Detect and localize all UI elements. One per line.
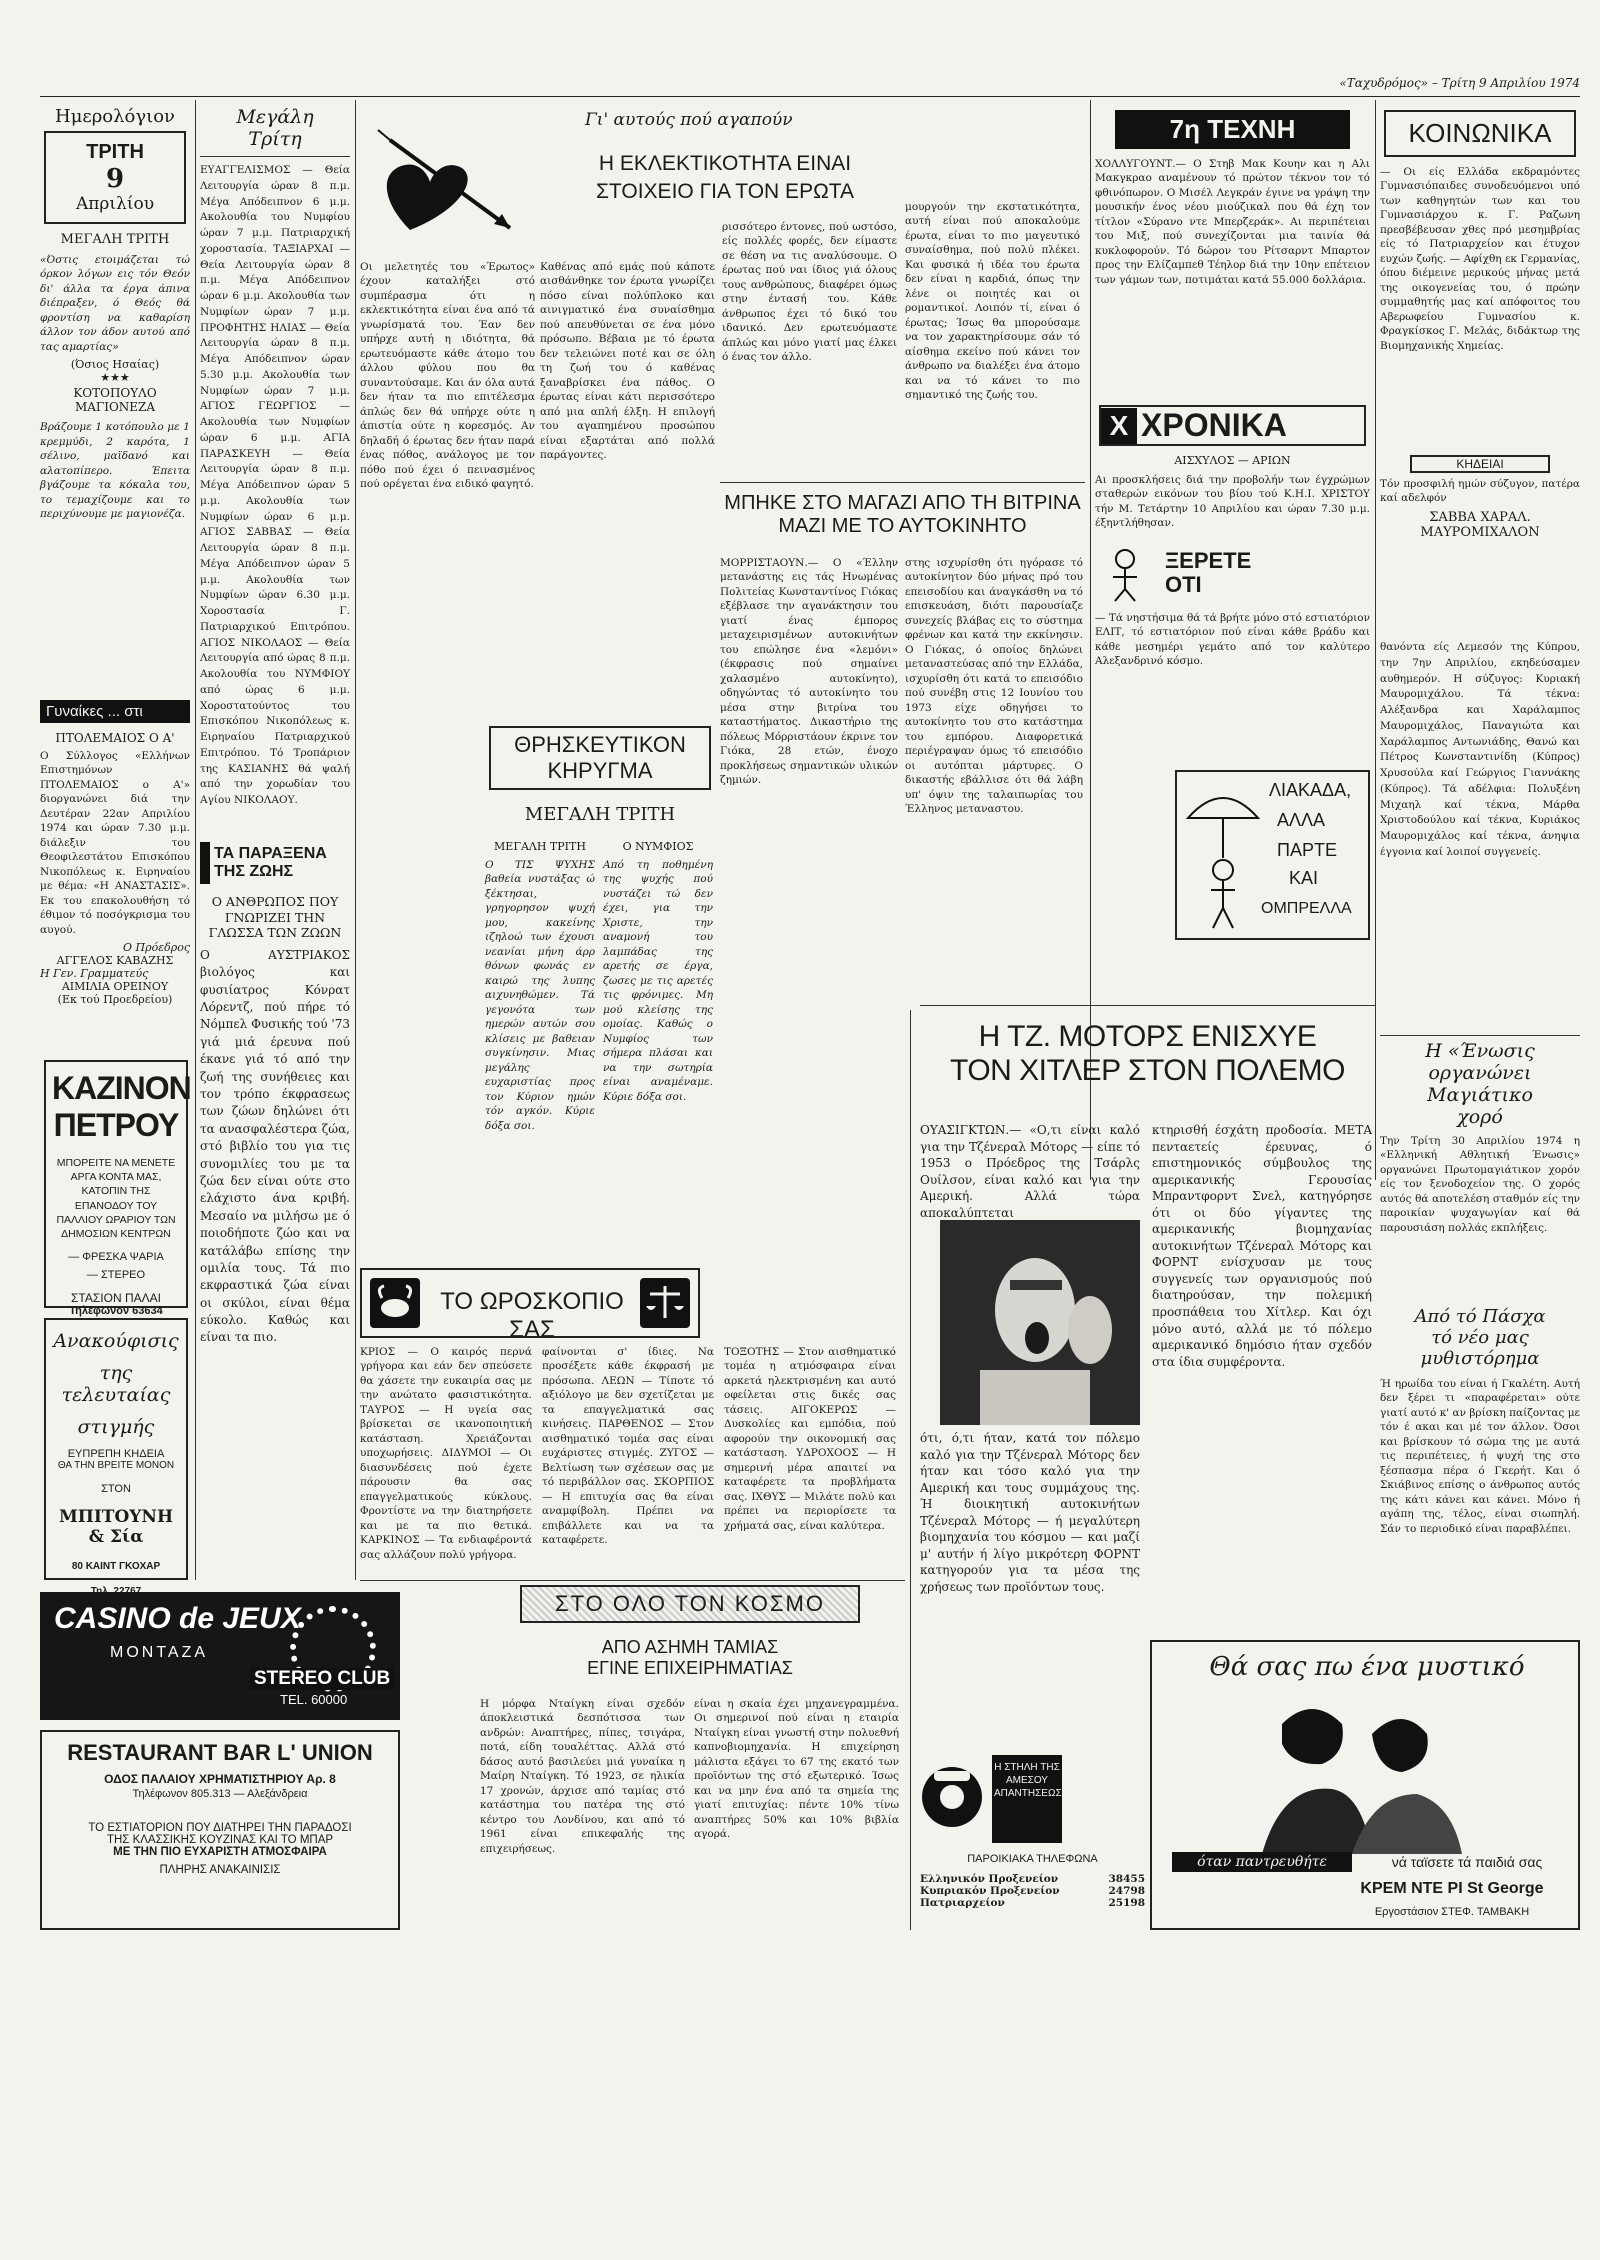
phones-row: [920, 1897, 1145, 1909]
recipe-title: ΚΟΤΟΠΟΥΛΟ ΜΑΓΙΟΝΕΖΑ: [73, 386, 157, 415]
umbrella-l3: ΠΑΡΤΕ: [1277, 840, 1338, 860]
car-col1: ΜΟΡΡΙΣΤΑΟΥΝ.— Ο «Έλλην μετανάστης εις τάς Ηνωμένας Πολιτείας Κωνσταντίνος Γιόκας εξέβλασε την αγανάκτησιν του γιατί ένας έμπορος μεταχειρισμένων αυτοκινήτων του επώλησε ένα «λεμόνι» (έκφρασις πού σημαίνει χαλασμένο αυτοκίνητο), οδηγώντας τό αυτοκίνητο του μέσα στην βιτρίνα του καταστήματος. Δικαστήριο της πόλεως Μόρριστάουν έκρινε τον Γιόκα, 28 ετών, ένοχο προκλήσεως σημαντικών υλικών ζημιών.: [720, 557, 898, 787]
couple-drawing: [1222, 1694, 1482, 1854]
calendar-month: Απριλίου: [75, 194, 155, 214]
restaurant-t4: ΠΛΗΡΗΣ ΑΝΑΚΑΙΝΙΣΙΣ: [159, 1864, 281, 1876]
masthead: [1250, 76, 1580, 96]
deaths-body-section: [1380, 640, 1580, 1070]
love-headline2: ΣΤΟΙΧΕΙΟ ΓΙΑ ΤΟΝ ΕΡΩΤΑ: [595, 180, 855, 203]
novel-l2: τό νέο μας: [1431, 1327, 1529, 1348]
womens-club-title: ΠΤΟΛΕΜΑΙΟΣ Ο Α': [55, 731, 175, 745]
car-headline2: ΜΑΖΙ ΜΕ ΤΟ ΑΥΤΟΚΙΝΗΤΟ: [778, 515, 1027, 537]
restaurant-ad: [40, 1730, 400, 1930]
restaurant-t2: ΤΗΣ ΚΛΑΣΣΙΚΗΣ ΚΟΥΖΙΝΑΣ ΚΑΙ ΤΟ ΜΠΑΡ: [106, 1834, 334, 1846]
koinonika-section: [1380, 100, 1580, 640]
funeral-l8: 80 ΚΑΙΝΤ ΓΚΟΧΑΡ: [71, 1561, 161, 1572]
casino-jeux-title: CASINO de JEUX: [54, 1602, 301, 1635]
masthead-text: «Ταχυδρόμος» – Τρίτη 9 Απριλίου 1974: [1339, 76, 1580, 90]
phones-row-num: 38455: [1108, 1873, 1145, 1885]
world-section: [480, 1585, 900, 1895]
casino-jeux-tel: TEL. 60000: [280, 1692, 348, 1707]
phones-row-num: 25198: [1108, 1897, 1145, 1909]
motors-col1: ΟΥΑΣΙΓΚΤΩΝ.— «Ο,τι είναι καλό για την Τζένεραλ Μότορς — είπε τό 1953 ο Πρόεδρος της Τσάρλς Ουίλσον, είναι καλό και για την Αμερική. Αλλά τώρα αποκαλύπτεται: [920, 1123, 1140, 1220]
sermon-col1: Ο ΤΙΣ ΨΥΧΗΣ βαθεία νυστάξας ώ ξέκτησαι, γρηγορησον ψυχή μου, κακείνης ιζηλοώ των έχουσι νεανίαι μήνη άρρ θόνων φωνάς εν καιρώ της λυπης αιχυνηθώμεν. Τά γεγονότα των ημερών αυτών σου κλίσεις με βαθειαν συγκίνησιν. Μιας μεγάλης ευχαριστίας προς τον Κύριον ημών τόν αγκόν. Κύριε δόξα σοι.: [485, 859, 595, 1132]
telephone-icon: [920, 1765, 984, 1829]
casino-jeux-club: STEREO CLUB: [250, 1668, 394, 1690]
calendar-quote-author: (Όσιος Ησαίας): [70, 358, 160, 372]
calendar-day: ΤΡΙΤΗ: [86, 141, 144, 163]
casino-petrou-place: ΣΤΑΣΙΟΝ ΠΑΛΑΙ: [71, 1291, 161, 1306]
calendar-date-box: [44, 131, 186, 224]
art-section: [1095, 100, 1370, 400]
umbrella-figure-icon: [1183, 778, 1263, 934]
womens-club-section: [40, 700, 190, 1120]
casino-petrou-item1: — ΦΡΕΣΚΑ ΨΑΡΙΑ: [68, 1251, 164, 1264]
oddities-text: Ο ΑΥΣΤΡΙΑΚΟΣ βιολόγος και φυσιίατρος Κόνρατ Λόρεντζ, πού πήρε τό Νόμπελ Φυσικής τού '73 γιά μιά έρευνα πού έκανε γιά τό από την ζωή της συνήθειες και τον τρόπο έκφρασεως των ζώων δηλώνει ότι τα ανασφαλέστερα ζώα, στό βιβλίο του για τις συνομιλίες του με τα ζώα δεν είναι ούτε στο ελάχιστο άνα κριβή. Μεσαίο να μιλήσω με ό ποιοδήποτε ζώο και να κατάλάβω επίσης την ομιλία τους. Τά πιο εκφραστικά ζώα είναι οι σκύλοι, είναι θέμα εύκολο. Καθώς και είναι τα πιο.: [200, 947, 350, 1345]
funeral-l6: ΣΤΟΝ: [101, 1483, 131, 1495]
koinonika-banner: ΚΟΙΝΩΝΙΚΑ: [1384, 110, 1576, 157]
restaurant-title: RESTAURANT BAR L' UNION: [67, 1740, 373, 1765]
phones-row: [920, 1873, 1145, 1885]
love-col4: μουργούν την εκστατικότητα, αυτή είναι πού αποκαλούμε έρωτα, είναι το πιο μαγευτικό συναίσθημα, πού πολύ πλέκει. Και φυσικά ή ιδέα του έρωτα δεν είναι η καρδιά, όπως την λένε οι ποιητές και οι ρομαντικοί. Λοιπόν τί, είναι ό έρωτας; Ίσως θα μπορούσαμε να τον χαρακτηρίσουμε σάν τό αίσθημα εκείνο πού κάνει τον άνθρωπο να διαλέξει ένα άτομο και να τό κάνει το πιο σημαντικό της ζωής του.: [905, 201, 1080, 402]
enosis-l4: χορό: [1457, 1106, 1503, 1128]
enosis-l3: Μαγιάτικο: [1427, 1084, 1533, 1106]
calendar-stars: ★★★: [100, 371, 130, 385]
love-col3: ρισσότερο έντονες, πού ωστόσο, είς πολλές φορές, δεν είμαστε σε θέση να τις αναλύσουμε. Ο έρωτας πού ναι ίδιος γιά όλους τους ανθρώπους, διαφέρει όμως στην έντασή του. Κάθε άνθρωπος έχει τό δικό του ιδανικό. Δεν ερωτευόμαστε άπλώς και μόνο γιατί μας έλκει ό ένας τον άλλο.: [722, 221, 897, 364]
car-headline1: ΜΠΗΚΕ ΣΤΟ ΜΑΓΑΖΙ ΑΠΟ ΤΗ ΒΙΤΡΙΝΑ: [724, 492, 1081, 514]
world-col1: Η μόρφα Νταίγκη είναι σχεδόν άποκλειστικά δεσπότισσα των ανδρών: Αναπτήρες, πίπες, τσιγάρα, ποτά, είδη τουαλέττας. Αλλά στό δάσος αυτό βασιλεύει μιά γυναίκα η Μαίρη Νταίγκη. Τό 1923, σε ηλικία 17 χρονών, άρχισε από ταμίας στό κατάστημα του πατέρα της στό κέντρο του Λονδίνου, και από τό 1961 είναι επικεφαλής της επιχειρήσεως.: [480, 1698, 685, 1855]
womens-club-sig2-name: ΑΙΜΙΛΙΑ ΟΡΕΙΝΟΥ: [61, 980, 169, 994]
deaths-title: ΚΗΔΕΙΑΙ: [1410, 455, 1550, 473]
womens-club-sig2-role: Η Γεν. Γραμματεύς: [40, 967, 149, 981]
novel-section: [1380, 1300, 1580, 1600]
oddities-section: [200, 842, 350, 1572]
car-col2: στης ισχυρίσθη ότι ηγόρασε τό αυτοκίνητον δύο μήνας πρό του επεισοδίου και άναγκάσθη να τό επισκευάση, διότι παρουσίαζε συνεχείς βλάβας εις το σύστημα φρένων και κατά την εκκίνησιν. Ο Γιόκας, ό οποίος δηλώνει μεταναστεύσας από την Ελλάδα, ισχυρίσθη ότι κατά το επεισόδιο πού συνέβη στις 12 Ιουνίου του 1973 είχε οδηγήσει το αυτοκίνητο του στο κατάστημα του εμπόρου. Διαφορετικά περιέγραψαν όμως τό επεισόδιο οι αυτόπται μάρτυρες. Ο δικαστής εβάλλισε ότι θά λάβη υπ' όψιν της ταλαιπωρίας του Έλληνος μεταναστου.: [905, 557, 1083, 816]
casino-petrou-name1: ΚΑΖΙΝΟΝ: [52, 1070, 191, 1106]
chronika-sub: ΑΙΣΧΥΛΟΣ — ΑΡΙΩΝ: [1174, 454, 1291, 467]
sermon-columns: [485, 840, 715, 1280]
oddities-banner: [200, 842, 350, 884]
casino-petrou-item2: — ΣΤΕΡΕΟ: [86, 1269, 146, 1282]
motors-article: [920, 1010, 1375, 1630]
umbrella-ad: [1175, 770, 1370, 940]
novel-l1: Από τό Πάσχα: [1414, 1306, 1546, 1327]
st-george-ad: [1150, 1640, 1580, 1930]
restaurant-addr: ΟΔΟΣ ΠΑΛΑΙΟΥ ΧΡΗΜΑΤΙΣΤΗΡΙΟΥ Αρ. 8: [104, 1772, 336, 1786]
calendar-section: [40, 100, 190, 700]
love-col2: Καθένας από εμάς πού κάποτε αισθάνθηκε τον έρωτα γνωρίζει πόσο είναι πολύπλοκο και αινιγματικό ένα συναίσθημα πού απευθύνεται σε ένα μόνο πρόσωπο. Βέβαια με τό έρωτα δεν τελειώνει ποτέ και σε όλη τη ζωή του ό καθένας ξαναβρίσκει ένα πάθος. Ο έρωτας είναι κάτι περισσότερο από μια απλή έλξη. Η επιλογή του αγαπημένου προσώπου είναι εξαρτάται από πολλά παράγοντες.: [540, 261, 715, 462]
horoscope-col2: φαίνονται σ' ίδιες. Να προσέξετε κάθε έκφρασή με πρόσωπα. ΛΕΩΝ — Τίποτε τό αξιόλογο με δεν σχετίζεται με τα επαγγελματικά σας κινήσεις. ΠΑΡΘΕΝΟΣ — Στον αισθηματικό τομέα σας είναι ευχάριστες στιγμές. ΖΥΓΟΣ — Βελτίωση των σχέσεων σας με τό περιβάλλον σας. ΣΚΟΡΠΙΟΣ — Η επιτυχία σας θα είναι αναμφίβολη. Πρέπει να επιβάλλετε και να τα καταφέρετε.: [542, 1346, 714, 1547]
xerete-figure-icon: [1105, 547, 1145, 603]
funeral-l2: της τελευταίας: [61, 1362, 171, 1406]
heart-arrow-icon: [370, 120, 520, 250]
enosis-text: Την Τρίτη 30 Απριλίου 1974 η «Ελληνική Αθλητική Ένωσις» οργανώνει Πρωτομαγιάτικον χορόν είς τον ξενοδοχείον της. Ο χορός αυτός θά αποτελέση σταθμόν είς την παροικίαν ψυχαγωγίαν καί θά παρουσιάση πολλάς εκπλήξεις.: [1380, 1135, 1580, 1234]
phones-section: [920, 1755, 1145, 1930]
hitler-photo: [940, 1220, 1140, 1425]
love-kicker: Γι' αυτούς πού αγαπούν: [585, 110, 793, 130]
calendar-heading: Ημερολόγιον: [55, 106, 175, 127]
casino-petrou-text: ΜΠΟΡΕΙΤΕ ΝΑ ΜΕΝΕΤΕ ΑΡΓΑ ΚΟΝΤΑ ΜΑΣ, ΚΑΤΟΠΙΝ ΤΗΣ ΕΠΑΝΟΔΟΥ ΤΟΥ ΠΑΛΛΙΟΥ ΩΡΑΡΙΟΥ ΤΩΝ ΔΗΜΟΣΙΩΝ ΚΕΝΤΡΩΝ: [56, 1157, 176, 1240]
horoscope-col3: ΤΟΞΟΤΗΣ — Στον αισθηματικό τομέα η ατμόσφαιρα είναι αρκετά ηλεκτρισμένη και αυτό οφείλεται στις δικές σας τάσεις. ΑΙΓΟΚΕΡΩΣ — Δυσκολίες και εμπόδια, πού αφορούν την οικονομική σας κατάσταση. ΥΔΡΟΧΟΟΣ — Η σημερινή μέρα απαιτεί να καταφέρετε τα προβλήματα σας. ΙΧΘΥΣ — Μιλάτε πολύ και πρέπει να περιορίσετε τα χρήματά σας, είναι καλύτερα.: [724, 1346, 896, 1532]
holy-week-title2: Τρίτη: [248, 128, 302, 150]
mystery-line4: Εργοστάσιον ΣΤΕΦ. ΤΑΜΒΑΚΗ: [1374, 1906, 1530, 1918]
casino-petrou-name2: ΠΕΤΡΟΥ: [53, 1107, 179, 1143]
casino-petrou-phone: Τηλέφωνον 63634: [69, 1305, 163, 1318]
oddities-headline: Ο ΑΝΘΡΩΠΟΣ ΠΟΥ ΓΝΩΡΙΖΕΙ ΤΗΝ ΓΛΩΣΣΑ ΤΩΝ ΖΩΩΝ: [208, 894, 342, 941]
sermon-sub2: Ο ΝΥΜΦΙΟΣ: [622, 840, 694, 853]
restaurant-tel: Τηλέφωνον 805.313 — Αλεξάνδρεια: [132, 1788, 308, 1800]
motors-headline2: ΤΟΝ ΧΙΤΛΕΡ ΣΤΟΝ ΠΟΛΕΜΟ: [950, 1054, 1345, 1087]
funeral-l1: Ανακούφισις: [53, 1330, 179, 1352]
motors-col3: ότι, ό,τι ήταν, κατά τον πόλεμο καλό για την Τζένεραλ Μότορς δεν ήταν και τόσο καλό για την Αμερική και τους συμμάχους της. Ή διοικητική αυτοκινήτων Τζένεραλ Μότορς — ή μεγαλύτερη βιομηχανία του κόσμου — και μαζί μ' αυτήν ή λίγο μικρότερη ΦΟΡΝΤ κατηγορούν για τα μέσα της χρήσεως των προϊόντων τους.: [920, 1431, 1140, 1594]
sermon-col2: Από τη ποθημένη της ψυχής πού νυστάζει τώ δεν έχει, για την Χριστε, την αναμονή του λαμπάδας της αρετής σε έργα, ζωσες με τις αρετές τις φρόνιμες. Μη μού κλείσης της ομοίας. Καθώς ο Νυμφίος των σήμερα πλάσαι και να την σωτηρία είναι αναμέναμε. Κύριε δόξα σοι.: [603, 859, 713, 1103]
chronika-text: Αι προσκλήσεις διά την προβολήν των έγχρώμων σταθερών εικόνων του βίου τού Κ.Η.Ι. ΧΡΙΣΤΟΥ τήν Μ. Τετάρτην 10 Απριλίου και ώραν 7.30 μ.μ. έξηντλήθησαν.: [1095, 474, 1370, 530]
womens-club-sig1-name: ΑΓΓΕΛΟΣ ΚΑΒΑΖΗΣ: [56, 954, 174, 968]
xerete-title: ΞΕΡΕΤΕ ΟΤΙ: [1165, 547, 1252, 598]
world-banner: ΣΤΟ ΟΛΟ ΤΟΝ ΚΟΣΜΟ: [520, 1585, 860, 1623]
phones-row: [920, 1885, 1145, 1897]
mystery-title: Θά σας πω ένα μυστικό: [1209, 1652, 1525, 1682]
motors-headline1: Η ΤΖ. ΜΟΤΟΡΣ ΕΝΙΣΧΥΕ: [978, 1020, 1317, 1053]
love-headline1: Η ΕΚΛΕΚΤΙΚΟΤΗΤΑ ΕΙΝΑΙ: [598, 152, 852, 175]
sermon-banner: ΘΡΗΣΚΕΥΤΙΚΟΝ ΚΗΡΥΓΜΑ: [489, 726, 711, 790]
umbrella-l5: ΟΜΠΡΕΛΛΑ: [1261, 900, 1352, 917]
horoscope-title: ΤΟ ΩΡΟΣΚΟΠΙΟ ΣΑΣ: [440, 1288, 624, 1343]
restaurant-t3: ΜΕ ΤΗΝ ΠΙΟ ΕΥΧΑΡΙΣΤΗ ΑΤΜΟΣΦΑΙΡΑ: [113, 1846, 327, 1858]
sermon-sub1: ΜΕΓΑΛΗ ΤΡΙΤΗ: [494, 840, 586, 853]
holy-week-text: ΕΥΑΓΓΕΛΙΣΜΟΣ — Θεία Λειτουργία ώραν 8 π.μ. Μέγα Απόδειπνον 6 μ.μ. Ακολουθία του Νυμφίου ώραν 7 μ.μ. Πατριαρχική χοροστασία. ΤΑΞΙΑΡΧΑΙ — Θεία Λειτουργία ώραν 8 π.μ. Μέγα Απόδειπνον ώραν 6 μ.μ. Ακολουθία των Νυμφίων ώραν 7 μ.μ. ΠΡΟΦΗΤΗΣ ΗΛΙΑΣ — Θεία Λειτουργία ώραν 8 π.μ. Μέγα Απόδειπνον ώραν 5.30 μ.μ. Ακολουθία των Νυμφίων ώραν 7 μ.μ. ΑΓΙΟΣ ΓΕΩΡΓΙΟΣ — Ακολουθία των Νυμφίων ώραν 6 μ.μ. ΑΓΙΑ ΠΑΡΑΣΚΕΥΗ — Θεία Λειτουργία ώραν 8 π.μ. Μέγα Απόδειπνον ώραν 5 μ.μ. Ακολουθία των Νυμφίων ώραν 6 μ.μ. ΑΓΙΟΣ ΣΑΒΒΑΣ — Θεία Λειτουργία ώραν 8 π.μ. Μέγα Απόδειπνον ώραν 5 μ.μ. Ακολουθία των Νυμφίων ώραν 6.30 μ.μ. Χοροστασία Γ. Πατριαρχικού Επιτρόπου. ΑΓΙΟΣ ΝΙΚΟΛΑΟΣ — Θεία Λειτουργία από ώρας 8 π.μ. Ακολουθία του ΝΥΜΦΙΟΥ από ώρας 6 μ.μ. Χοροστατούντος του Επισκόπου Νικοπόλεως κ. Ειρηναίου Πατριαρχικού Επιτρόπου. Τό Τροπάριον της ΚΑΣΙΑΝΗΣ θά ψαλή από την χορωδίαν του Αγίου ΝΙΚΟΛΑΟΥ.: [200, 164, 350, 806]
art-banner: 7η ΤΕΧΝΗ: [1115, 110, 1350, 149]
love-col1: Οι μελετητές του «Έρωτος» έχουν καταλήξει στό συμπέρασμα ότι η εκλεκτικότητα είναι ένα από τά γνωρίσματά του. Έαν δεν υπήρχε αυτή η ιδιότητα, θά ερωτευόμαστε κάθε άτομο του άλλου φύλου που θα συναντούσαμε. Και άν όλα αυτά δεν ήταν τα πιο επιτέλεσμα άπλώς δεν θά υπήρχε ούτε η άπιστία ούτε η κορεσμός. Αν δηλαδή ό έρωτας δεν ήταν παρά ένας πόθος, ανάλογος με τον πόθο πού έχει ό πεινασμένος πού ορέγεται ένα ειδικό φαγητό.: [360, 261, 535, 491]
restaurant-t1: ΤΟ ΕΣΤΙΑΤΟΡΙΟΝ ΠΟΥ ΔΙΑΤΗΡΕΙ ΤΗΝ ΠΑΡΑΔΟΣΙ: [88, 1822, 352, 1834]
chronika-section: [1095, 405, 1370, 765]
enosis-l1: Η «Ένωσις: [1425, 1040, 1535, 1062]
horoscope-banner: [360, 1268, 700, 1343]
mystery-line2: νά ταϊσετε τά παιδιά σας: [1391, 1854, 1543, 1870]
womens-club-banner: Γυναίκες ... στι: [40, 700, 190, 723]
motors-col2: κτηρισθή έσχάτη προδοσία. ΜΕΤΑ πενταετείς έρευνας, ό επιστημονικός σύμβουλος της αμερικανικής Γερουσίας Μπραντφορντ Σνελ, κατηγόρησε ότι οι δύο γίγαντες της αμερικανικής βιομηχανίας αυτοκινήτων Τζένεραλ Μότορς και ΦΟΡΝΤ ενίσχυσαν με τους συγγενείς των οργανισμούς πού διατηρούσαν, την πολεμική προσπάθεια του Χίτλερ. Και όχι μόνο αυτό, αλλά με τό πόλεμο αμερικανικό δημόσιο ήταν σχεδόν στα ίδια συμφέροντα.: [1152, 1123, 1372, 1369]
mystery-line3: ΚΡΕΜ ΝΤΕ ΡΙ St George: [1360, 1880, 1544, 1897]
world-headline1: ΑΠΟ ΑΣΗΜΗ ΤΑΜΙΑΣ: [601, 1637, 779, 1657]
phones-row-num: 24798: [1108, 1885, 1145, 1897]
umbrella-l4: ΚΑΙ: [1289, 868, 1319, 888]
xerete-box: [1095, 541, 1370, 611]
phones-row-name: Πατριαρχείον: [920, 1897, 1005, 1909]
funeral-ad: [44, 1318, 188, 1580]
womens-club-text: Ο Σύλλογος «Ελλήνων Επιστημόνων ΠΤΟΛΕΜΑΙΟΣ ο Α'» διοργανώνει διά την Δευτέραν 22αν Απριλίου 1974 και ώραν 7.30 μ.μ. διάλεξιν του Θεοφιλεστάτου Επισκόπου Νικοπόλεως κ. Ειρηναίου με θέμα: «Η ΑΝΑΣΤΑΣΙΣ». Εκ του επακολουθήση τό έθιμον τό ποσόγκρισμα του αυγού.: [40, 750, 190, 936]
enosis-section: [1380, 1040, 1580, 1300]
holy-week-section: [200, 100, 350, 840]
deaths-text: Τόν προσφιλή ημών σύζυγον, πατέρα καί αδελφόν: [1380, 478, 1580, 505]
calendar-date-number: 9: [105, 164, 125, 194]
chronika-banner-text: ΧΡΟΝΙΚΑ: [1141, 407, 1287, 443]
koinonika-text: — Οι είς Ελλάδα εκδραμόντες Γυμνασιόπαιδες συνοδευόμενοι υπό των καθηγητών των και του Γυμνασιάρχου κ. Γ. Ραζωνη πρεσβέβευσαν χθες πρό μεσημβρίας είς τό Πατριαρχείον και έτυχον ευχών ζωής. — Αφίχθη εκ Γερμανίας, όπου διέμεινε μερικούς μήνας μετά της οικογενείας του, ό πρώην συμμαθητής μας καί απόφοιτος του Αβερωφείου Γυμνασίου κ. Φραγκίσκος Γ. Μελάς, διδάκτωρ της Βιομηχανικής Χημείας.: [1380, 166, 1580, 352]
casino-jeux-sub: MONTAZA: [110, 1644, 209, 1661]
world-headline2: ΕΓΙΝΕ ΕΠΙΧΕΙΡΗΜΑΤΙΑΣ: [587, 1658, 793, 1678]
novel-l3: μυθιστόρημα: [1420, 1348, 1540, 1369]
phones-title: ΠΑΡΟΙΚΙΑΚΑ ΤΗΛΕΦΩΝΑ: [967, 1853, 1098, 1865]
oddities-banner2: ΤΗΣ ΖΩΗΣ: [214, 863, 294, 880]
funeral-l7: ΜΠΙΤΟΥΝΗ & Σία: [58, 1507, 174, 1547]
mystery-line1: όταν παντρευθήτε: [1172, 1852, 1352, 1872]
calendar-feast: ΜΕΓΑΛΗ ΤΡΙΤΗ: [60, 232, 170, 247]
recipe-text: Βράζουμε 1 κοτόπουλο με 1 κρεμμύδι, 2 καρότα, 1 σέλινο, μαϊδανό και αλατοπίπερο. Έπειτα βγάζουμε τα κόκαλα του, το τεμαχίζουμε και το περιχύνουμε με μαγιονέζα.: [40, 421, 190, 521]
enosis-l2: οργανώνει: [1428, 1062, 1532, 1084]
sermon-title: ΜΕΓΑΛΗ ΤΡΙΤΗ: [524, 804, 676, 825]
funeral-l3: στιγμής: [77, 1416, 155, 1438]
womens-club-sig2-note: (Εκ τού Προεδρείου): [57, 993, 173, 1007]
art-text: ΧΟΛΛΥΓΟΥΝΤ.— Ο Στηβ Μακ Κουην και η Αλι Μακγκραο αναμένουν τό πρώτον τέκνον τον τό φθινόπωρον. Ο Μισέλ Λεγκράν έγινε να γράψη την μουσικήν ένος νέου μιούζικαλ που θά έχη τον τίτλον «Σύρανο ντε Μπερζεράκ». Αι περιπέτειαι του Μιξ, πού συνεχίζονται μια ταινία θά κυκλοφορούν. Τό δώρον του Ρίτσαρντ Μπαρτον προς την Ελίζαμπεθ Τέηλορ διά την 10ην επέτειον των γάμων των, ποτιμάται κατά 55.000 δολλάρια.: [1095, 158, 1370, 286]
holy-week-title1: Μεγάλη: [236, 106, 314, 128]
oddities-banner1: ΤΑ ΠΑΡΑΞΕΝΑ: [214, 845, 327, 862]
deceased-name: ΣΑΒΒΑ ΧΑΡΑΛ. ΜΑΥΡΟΜΙΧΑΛΟΝ: [1420, 509, 1540, 540]
xerete-text: — Τά νηστήσιμα θά τά βρήτε μόνο στό εστιατόριον ΕΛΙΤ, τό εστιατόριον πού είναι κάθε βράδυ και κάθε μεσημέρι γεμάτο από τον καλύτερο Αλεξανδρινό κόσμο.: [1095, 611, 1370, 668]
taurus-icon: [370, 1278, 420, 1328]
funeral-l5: ΘΑ ΤΗΝ ΒΡΕΙΤΕ ΜΟΝΟΝ: [57, 1460, 175, 1471]
umbrella-l2: ΑΛΛΑ: [1277, 810, 1326, 830]
funeral-l4: ΕΥΠΡΕΠΗ ΚΗΔΕΙΑ: [67, 1448, 165, 1460]
phones-row-name: Ελληνικόν Προξενείον: [920, 1873, 1059, 1885]
casino-petrou-ad: [44, 1060, 191, 1318]
calendar-quote: «Όστις ετοιμάζεται τώ όρκον λόγων εις τόν Θεόν δι' άλλα τα έργα άπινα διέπραξεν, ό Θεός θά φροντίση να καθαρίση άλλον τον άδον αυτού από τας αμαρτίας»: [40, 254, 190, 353]
phones-box: Η ΣΤΗΛΗ ΤΗΣ ΑΜΕΣΟΥ ΑΠΑΝΤΗΣΕΩΣ: [992, 1755, 1062, 1843]
horoscope-col1: ΚΡΙΟΣ — Ο καιρός περνά γρήγορα και εάν δεν σπεύσετε θα χάσετε την ευκαιρία σας με την ανώτατο φασιστικότητα. ΤΑΥΡΟΣ — Η υγεία σας βρίσκεται σε ικανοποιητική κατάσταση. Χρειάζονται υποχωρήσεις. ΔΙΔΥΜΟΙ — Οι διασυνδέσεις πού έχετε πάρουσιν θα σας επαγγελματικούς κύκλους. Φροντίστε να την διατηρήσετε και με τα πιο θετικά. ΚΑΡΚΙΝΟΣ — Τα ενδιαφέροντά σας αλλάζουν πολύ γρήγορα.: [360, 1346, 532, 1561]
deaths-body: θανόντα είς Λεμεσόν της Κύπρου, την 7ην Απριλίου, εκηδεύσαμεν αυθημερόν. Η σύζυγος: Κυριακή Μαυρομιχάλου. Τά τέκνα: Αλέξανδρα και Χαράλαμπος Μαυρομιχάλος, Παναγιώτα και Χαράλαμπος Αντωνιάδης, Θανώ και Πέτρος Κωνσταντινίδη (Κύπρος) Χρυσούλα καί Γεώργιος Γιαννάκης (Κύπρος). Τά αδέλφια: Πολυξένη Μιχαηλ καί τέκνα, Μάρθα Χριστοδούλου καί τέκνα, Κυριάκος Μαυρομιχάλος καί τέκνα, άνηψια έγγονια καί λοιποί συγγενείς.: [1380, 641, 1580, 858]
womens-club-sig1-role: Ο Πρόεδρος: [123, 941, 190, 955]
chronika-x-icon: X: [1101, 408, 1137, 444]
casino-jeux-ad: [40, 1592, 400, 1720]
chronika-banner: [1099, 405, 1366, 446]
phones-rows: [920, 1873, 1145, 1909]
horoscope-section: [360, 1345, 900, 1570]
car-article: [720, 484, 1085, 974]
novel-text: Ή ηρωίδα του είναι ή Γκαλέτη. Αυτή δεν ξέρει τι «παραφέρεται» ούτε γιατί αυτό κ' αν βρίσκη παίζοντας με τόν έ ακαι και μέ τον άλλον. Όσοι και βρίσκουν τό σώμα της με αυτά τις περιπέτειες, ή ψυχή της στο ξέσπασμα πέρα ό Γκερήτ. Και ό Σκιάβινος επίσης ο άνθρωπος αυτός της κάτι κάνει και κάνει. Μόνο ή αγάπη της, τέλος, είναι σιωπηλή. Σάν το περιοδικό είναι παραβλέπει.: [1380, 1378, 1580, 1535]
libra-icon: [640, 1278, 690, 1328]
umbrella-l1: ΛΙΑΚΑΔΑ,: [1269, 780, 1352, 800]
world-col2: είναι η σκαία έχει μηχανεγραμμένα. Οι σημερινοί πού είναι η εταιρία Νταίγκη είναι γνωστή στην πολυεθνή καπνοβιομηχανία. Η επιχείρηση μάλιστα εξάγει το 67 της εκατό των προϊόντων της στό εξωτερικό. Ίσως και να μην ένα από τα σημεία της γιατί επιτυχίας: πέντε 10% τίνω αναπτήρες 50% και 10% βιβλία αγορά.: [694, 1698, 899, 1841]
phones-row-name: Κυπριακόν Προξενείον: [920, 1885, 1060, 1897]
